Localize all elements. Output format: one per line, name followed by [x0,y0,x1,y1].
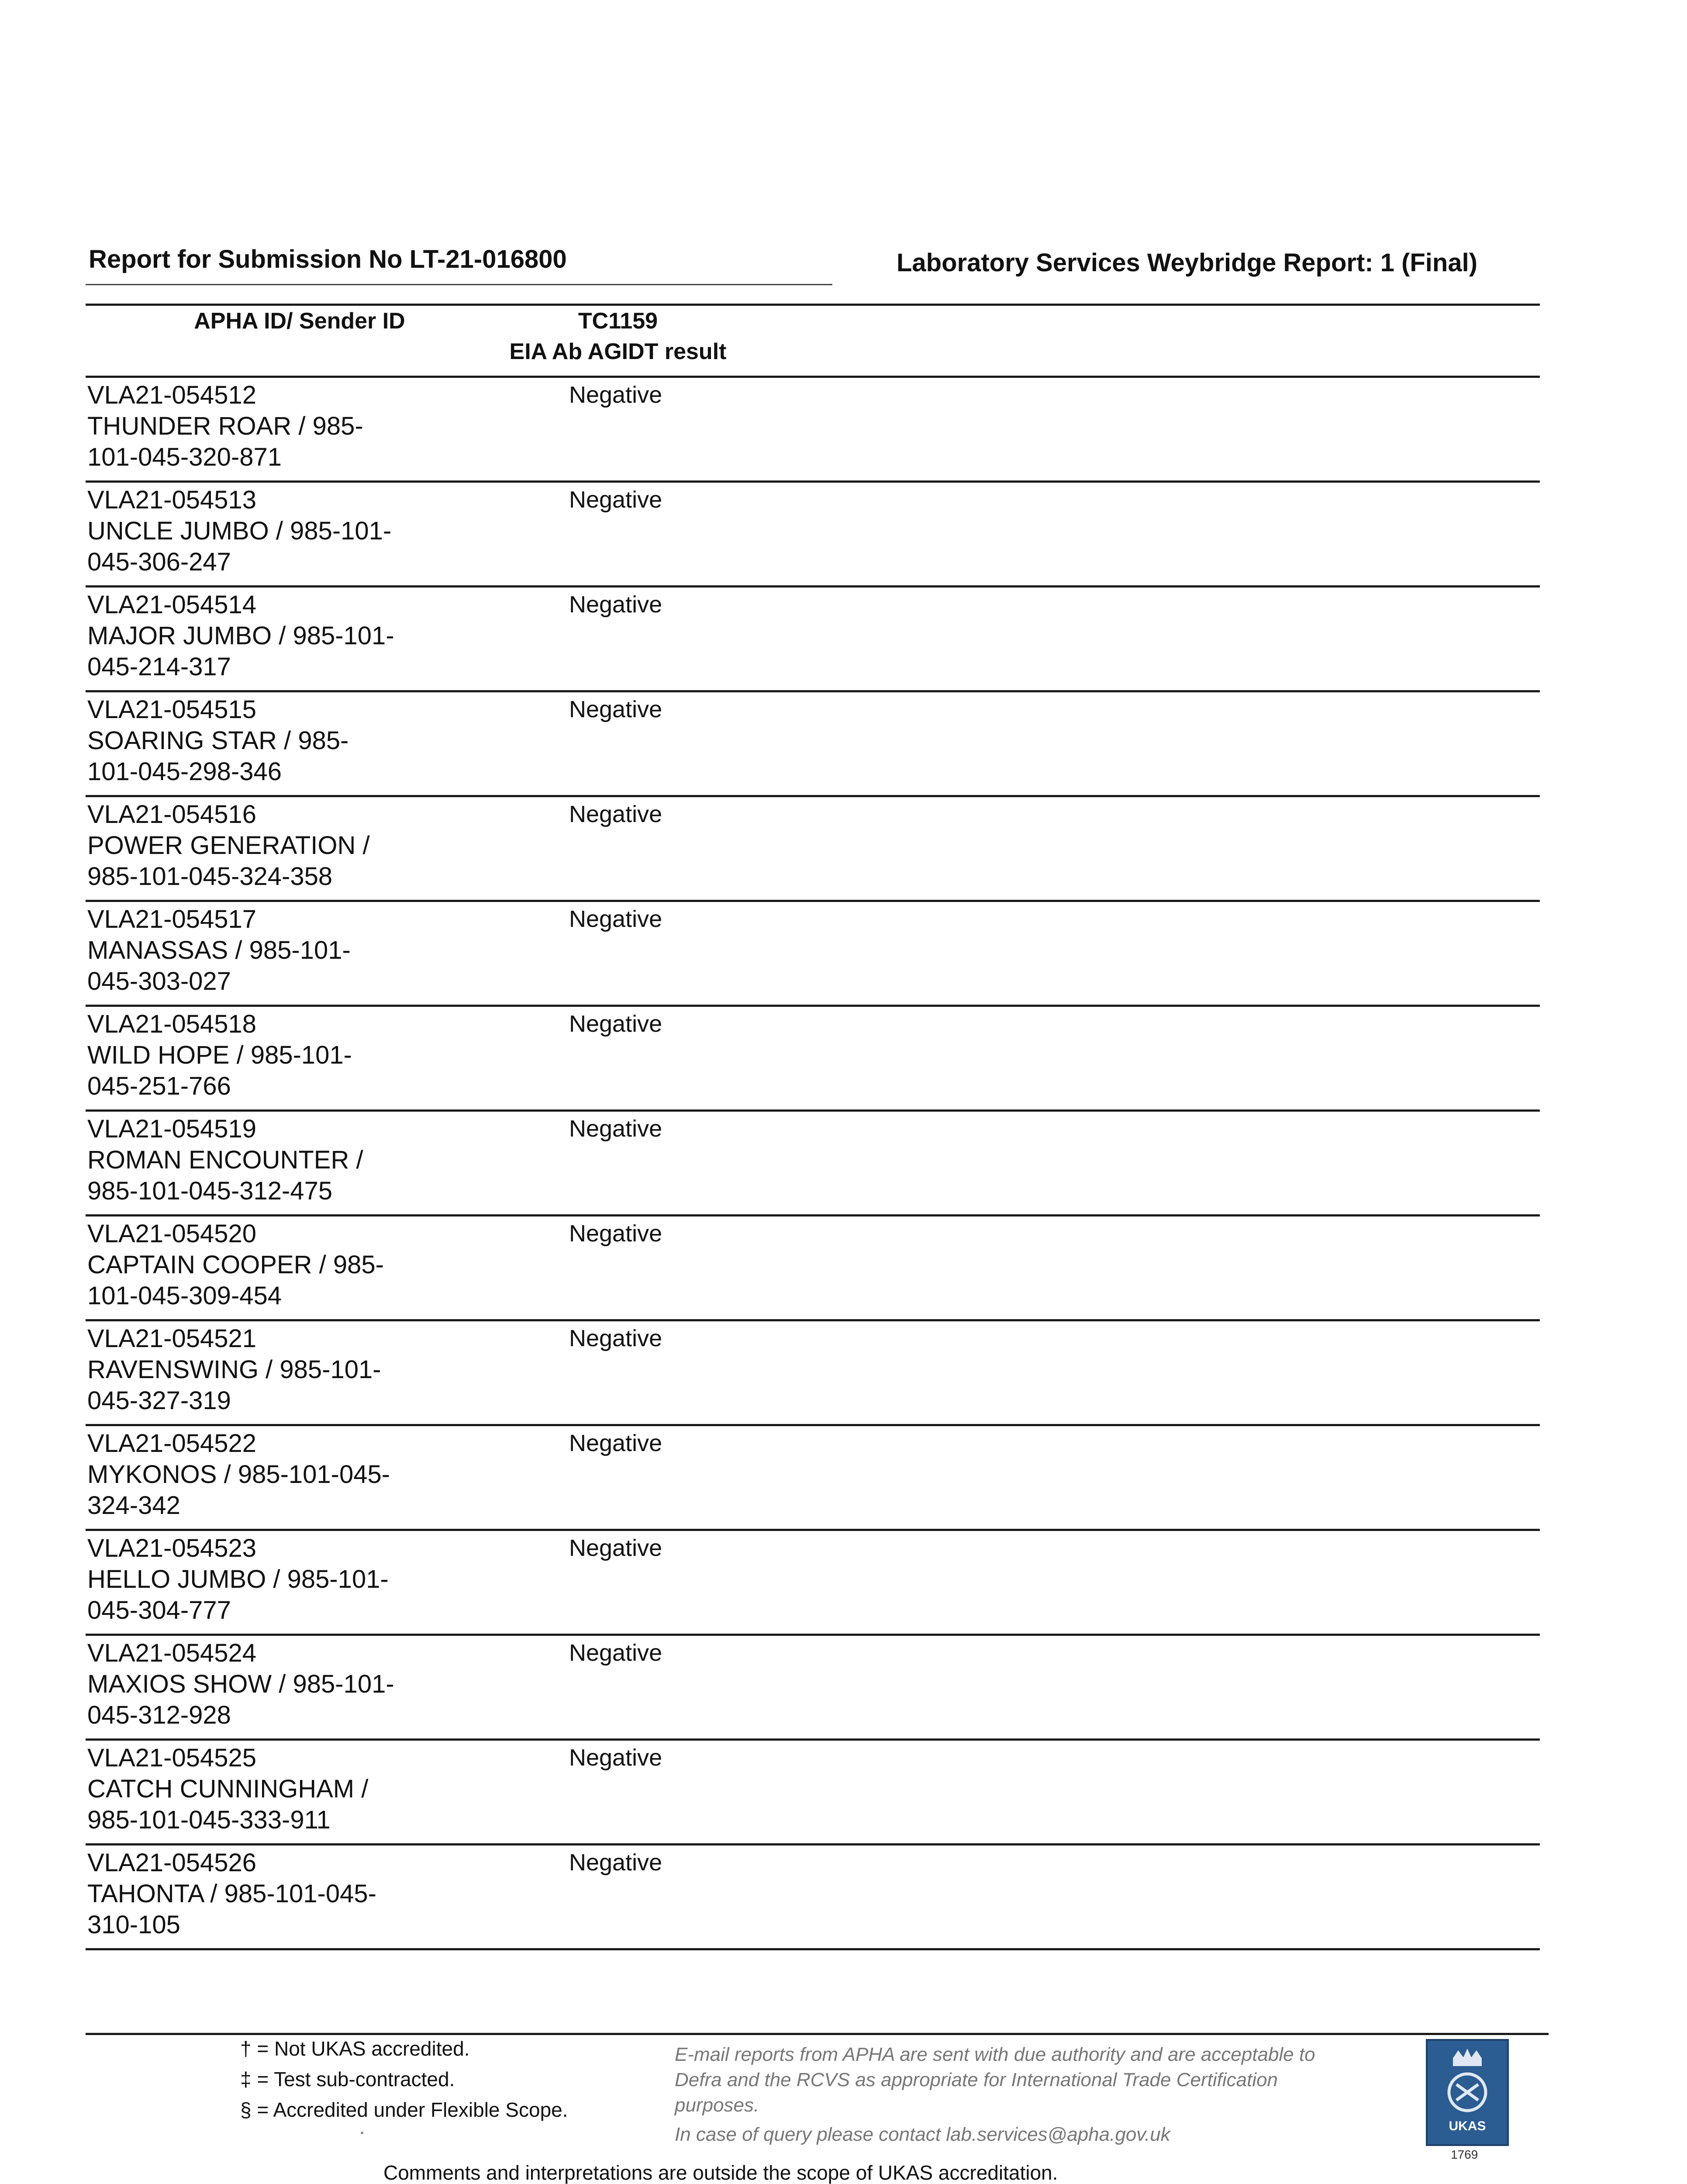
column-header-result-code: TC1159 [578,308,658,334]
result-cell: Negative [569,1745,662,1771]
id-cell-line: CAPTAIN COOPER / 985- [87,1251,384,1279]
table-row [86,587,1540,692]
apha-sender-id-cell [87,797,480,892]
id-cell-line: MYKONOS / 985-101-045- [87,1460,390,1489]
id-cell-line: TAHONTA / 985-101-045- [87,1880,376,1908]
id-cell-line: VLA21-054518 [87,1010,256,1038]
apha-sender-id-cell [87,1321,480,1416]
apha-sender-id-cell [87,692,480,787]
table-row [86,1845,1540,1950]
id-cell-line: VLA21-054517 [87,905,256,933]
id-cell-line: SOARING STAR / 985- [87,726,349,755]
apha-sender-id-cell [87,1426,480,1521]
apha-sender-id-cell [87,1531,480,1626]
ukas-logo-text: UKAS [1449,2119,1486,2133]
id-cell-line: VLA21-054526 [87,1849,256,1877]
id-cell-line: 045-306-247 [87,548,231,576]
table-row [86,483,1540,587]
id-cell-line: MANASSAS / 985-101- [87,936,351,964]
id-cell-line: HELLO JUMBO / 985-101- [87,1565,389,1593]
result-cell: Negative [569,1430,662,1456]
id-cell-line: 045-251-766 [87,1072,231,1100]
id-cell-line: VLA21-054521 [87,1324,256,1353]
legend-subcontracted: ‡ = Test sub-contracted. [240,2068,455,2091]
id-cell-line: WILD HOPE / 985-101- [87,1041,352,1069]
apha-sender-id-cell [87,1636,480,1731]
id-cell-line: ROMAN ENCOUNTER / [87,1146,363,1174]
table-row [86,692,1540,797]
id-cell-line: VLA21-054525 [87,1744,256,1772]
id-cell-line: 101-045-298-346 [87,757,282,786]
result-cell: Negative [569,906,662,932]
speck [361,2132,363,2134]
id-cell-line: VLA21-054520 [87,1220,256,1248]
id-cell-line: 045-312-928 [87,1701,231,1729]
table-row [86,1426,1540,1531]
result-cell: Negative [569,1640,662,1666]
id-cell-line: MAXIOS SHOW / 985-101- [87,1670,394,1698]
id-cell-line: POWER GENERATION / [87,831,370,860]
ukas-crown-icon [1428,2041,1507,2144]
table-row [86,378,1540,483]
result-cell: Negative [569,382,662,408]
result-cell: Negative [569,487,662,513]
id-cell-line: THUNDER ROAR / 985- [87,412,363,440]
accreditation-comment: Comments and interpretations are outside the scope of UKAS accreditation. [383,2161,1058,2184]
apha-sender-id-cell [87,378,480,473]
id-cell-line: 045-304-777 [87,1596,231,1624]
query-contact-note: In case of query please contact lab.services@apha.gov.uk [675,2124,1170,2145]
report-title: Report for Submission No LT-21-016800 [89,245,567,273]
id-cell-line: 045-303-027 [87,967,231,995]
title-underline [86,284,832,285]
id-cell-line: 985-101-045-324-358 [87,862,333,891]
id-cell-line: 310-105 [87,1911,180,1939]
table-row [86,1007,1540,1112]
id-cell-line: VLA21-054512 [87,381,256,409]
id-cell-line: VLA21-054514 [87,591,256,619]
result-cell: Negative [569,591,662,618]
apha-sender-id-cell [87,902,480,997]
id-cell-line: 985-101-045-312-475 [87,1177,333,1205]
table-row [86,1112,1540,1216]
id-cell-line: VLA21-054524 [87,1639,256,1667]
id-cell-line: UNCLE JUMBO / 985-101- [87,517,392,545]
table-row [86,797,1540,902]
id-cell-line: 101-045-320-871 [87,443,282,471]
id-cell-line: VLA21-054515 [87,695,256,724]
id-cell-line: 985-101-045-333-911 [87,1806,331,1834]
id-cell-line: 045-214-317 [87,653,231,681]
legend-not-accredited: † = Not UKAS accredited. [240,2037,470,2060]
id-cell-line: 045-327-319 [87,1386,231,1415]
table-row [86,1741,1540,1845]
footnote-legend [240,2033,568,2125]
id-cell-line: CATCH CUNNINGHAM / [87,1775,369,1803]
column-header-result [480,306,756,367]
legend-flexible-scope: § = Accredited under Flexible Scope. [240,2098,568,2121]
id-cell-line: VLA21-054519 [87,1115,256,1143]
apha-sender-id-cell [87,1007,480,1102]
apha-sender-id-cell [87,483,480,577]
table-row [86,1216,1540,1321]
result-cell: Negative [569,1011,662,1037]
apha-sender-id-cell [87,587,480,682]
id-cell-line: RAVENSWING / 985-101- [87,1355,381,1384]
column-header-id: APHA ID/ Sender ID [194,308,405,334]
result-cell: Negative [569,1116,662,1142]
id-cell-line: VLA21-054523 [87,1534,256,1562]
result-cell: Negative [569,801,662,827]
ukas-number: 1769 [1451,2148,1478,2161]
apha-sender-id-cell [87,1112,480,1206]
id-cell-line: VLA21-054516 [87,800,256,829]
apha-sender-id-cell [87,1741,480,1835]
lab-title: Laboratory Services Weybridge Report: 1 (Final) [897,249,1478,277]
table-row [86,1636,1540,1741]
result-cell: Negative [569,1220,662,1247]
apha-sender-id-cell [87,1845,480,1940]
id-cell-line: VLA21-054513 [87,486,256,514]
apha-sender-id-cell [87,1216,480,1311]
table-row [86,1321,1540,1426]
results-table [0,378,1687,1950]
column-header-result-label: EIA Ab AGIDT result [509,339,727,364]
id-cell-line: 324-342 [87,1491,180,1520]
result-cell: Negative [569,696,662,722]
ukas-logo [1426,2039,1509,2146]
id-cell-line: MAJOR JUMBO / 985-101- [87,622,394,650]
table-row [86,1531,1540,1636]
id-cell-line: VLA21-054522 [87,1429,256,1458]
result-cell: Negative [569,1535,662,1561]
id-cell-line: 101-045-309-454 [87,1282,282,1310]
result-cell: Negative [569,1849,662,1876]
result-cell: Negative [569,1325,662,1351]
table-row [86,902,1540,1007]
email-authority-note: E-mail reports from APHA are sent with due authority and are acceptable to Defra and the RCVS as appropriate for International Trade Certification purposes. [675,2044,1315,2116]
